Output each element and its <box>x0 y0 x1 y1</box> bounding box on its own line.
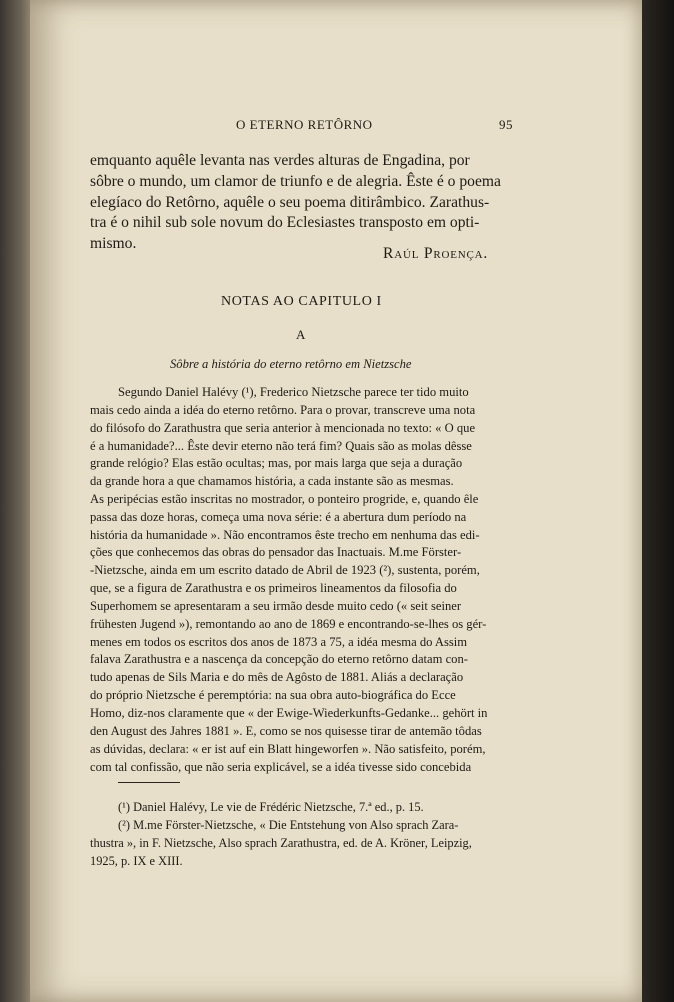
note-line: história da humanidade ». Não encontramos êste trecho em nenhuma das edi- <box>90 528 480 542</box>
note-line: tudo apenas de Sils Maria e do mês de Agôsto de 1881. Aliás a declaração <box>90 670 464 684</box>
note-line: do filósofo do Zarathustra que seria anterior à mencionada no texto: « O que <box>90 421 476 435</box>
note-line: As peripécias estão inscritas no mostrador, o ponteiro progride, e, quando êle <box>90 492 479 506</box>
running-header: O ETERNO RETÔRNO <box>236 117 373 132</box>
intro-line: elegíaco do Retôrno, aquêle o seu poema ditirâmbico. Zarathus- <box>90 194 490 211</box>
intro-line: emquanto aquêle levanta nas verdes alturas de Engadina, por <box>90 152 470 169</box>
footnote-line: 1925, p. IX e XIII. <box>90 854 183 868</box>
note-line: é a humanidade?... Êste devir eterno não terá fim? Quais são as molas dêsse <box>90 439 472 453</box>
note-line: da grande hora a que chamamos história, a cada instante são as mesmas. <box>90 474 454 488</box>
note-line: com tal confissão, que não seria explicável, se a idéa tivesse sido concebida <box>90 760 472 774</box>
section-subtitle: Sôbre a história do eterno retôrno em Nietzsche <box>170 357 412 371</box>
note-line: frühesten Jugend »), remontando ao ano de 1869 e encontrando-se-lhes os gér- <box>90 617 487 631</box>
page-edge <box>642 0 674 1002</box>
author-signature: Raúl Proença. <box>383 245 489 262</box>
footnote-line: thustra », in F. Nietzsche, Also sprach Zarathustra, ed. de A. Kröner, Leipzig, <box>90 836 472 850</box>
section-letter: A <box>296 327 306 342</box>
book-gutter <box>0 0 30 1002</box>
footnote-line: (¹) Daniel Halévy, Le vie de Frédéric Nietzsche, 7.ª ed., p. 15. <box>118 800 424 814</box>
note-line: Segundo Daniel Halévy (¹), Frederico Nietzsche parece ter tido muito <box>118 385 469 399</box>
note-line: ções que conhecemos das obras do pensador das Inactuais. M.me Förster- <box>90 545 462 559</box>
note-line: passa das doze horas, começa uma nova série: é a abertura dum período na <box>90 510 467 524</box>
intro-line: mismo. <box>90 235 137 252</box>
note-line: mais cedo ainda a idéa do eterno retôrno. Para o provar, transcreve uma nota <box>90 403 476 417</box>
note-line: menes em todos os escritos dos anos de 1873 a 75, a idéa mesma do Assim <box>90 635 468 649</box>
intro-line: tra é o nihil sub sole novum do Eclesiastes transposto em opti- <box>90 214 480 231</box>
note-line: as dúvidas, declara: « er ist auf ein Blatt hingeworfen ». Não satisfeito, porém, <box>90 742 486 756</box>
note-line: falava Zarathustra e a nascença da concepção do eterno retôrno datam con- <box>90 652 468 666</box>
note-line: que, se a figura de Zarathustra e os primeiros lineamentos da filosofia do <box>90 581 457 595</box>
footnote-line: (²) M.me Förster-Nietzsche, « Die Entstehung von Also sprach Zara- <box>118 818 459 832</box>
page-number: 95 <box>499 117 513 132</box>
note-line: -Nietzsche, ainda em um escrito datado de Abril de 1923 (²), sustenta, porém, <box>90 563 480 577</box>
intro-line: sôbre o mundo, um clamor de triunfo e de alegria. Êste é o poema <box>90 173 501 190</box>
note-line: do próprio Nietzsche é peremptória: na sua obra auto-biográfica do Ecce <box>90 688 456 702</box>
note-line: grande relógio? Elas estão ocultas; mas, por mais larga que seja a duração <box>90 456 463 470</box>
section-title: NOTAS AO CAPITULO I <box>221 294 382 309</box>
note-line: Superhomem se apresentaram a seu irmão desde muito cedo (« seit seiner <box>90 599 462 613</box>
note-line: den August des Jahres 1881 ». E, como se nos quisesse tirar de antemão tôdas <box>90 724 482 738</box>
note-line: Homo, diz-nos claramente que « der Ewige-Wiederkunfts-Gedanke... gehört in <box>90 706 488 720</box>
footnote-separator <box>118 782 180 783</box>
